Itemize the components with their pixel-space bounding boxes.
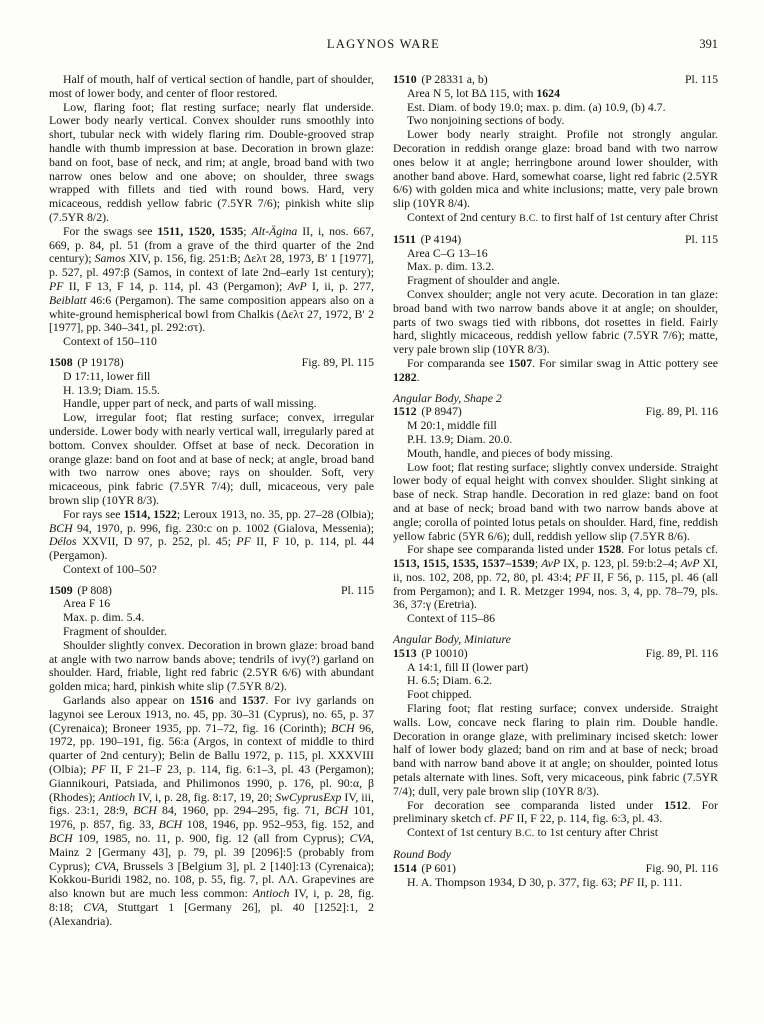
entry-id: [49, 356, 124, 370]
dimensions-line: H. 13.9; Diam. 15.5.: [63, 382, 160, 397]
entry-heading-1512: [393, 405, 718, 419]
context-note: Context of 115–86: [407, 611, 496, 626]
entry-number: 1514: [393, 860, 417, 875]
page-number: 391: [699, 37, 718, 51]
description-paragraph: Flaring foot; flat resting surface; convex underside. Straight walls. Low, concave neck flaring to plain rim. Double handle. Decoration in orange glaze, with preliminary incised sketch: lower half of lower body glazed; band on rim and at base of neck; broad band with narrow band above it at angle; on shoulder, pointed lotus petals alternate with lines. Soft, very micaceous, pink fabric (7.5YR 7/4); dull, very pale brown slip (10YR 8/3).: [393, 701, 718, 798]
condition-line: Two nonjoining sections of body.: [407, 113, 565, 128]
condition-line: Mouth, handle, and pieces of body missing.: [407, 445, 614, 460]
comparanda-paragraph: For decoration see comparanda listed under 1512. For preliminary sketch cf. PF II, F 22, p. 114, fig. 6:3, pl. 43.: [393, 797, 718, 826]
entry-figure-ref: Fig. 89, Pl. 116: [645, 645, 718, 660]
entry-inventory: (P 4194): [420, 231, 462, 246]
context-note: Context of 100–50?: [63, 561, 157, 576]
entry-id: [393, 647, 468, 661]
entry-heading-1514: [393, 862, 718, 876]
text-columns: [49, 73, 718, 929]
entry-figure-ref: Pl. 115: [341, 582, 374, 597]
entry-inventory: (P 19178): [77, 354, 124, 369]
context-note: Context of 2nd century B.C. to first half of 1st century after Christ: [407, 209, 718, 224]
entry-heading-1513: [393, 647, 718, 661]
reference-line: H. A. Thompson 1934, D 30, p. 377, fig. 63; PF II, p. 111.: [407, 874, 683, 889]
entry-number: 1509: [49, 582, 73, 597]
dimensions-line: Max. p. dim. 13.2.: [407, 259, 495, 274]
entry-id: [393, 862, 456, 876]
entry-figure-ref: Fig. 89, Pl. 116: [645, 404, 718, 419]
shape-subheading: Round Body: [393, 847, 451, 862]
entry-inventory: (P 28331 a, b): [421, 72, 488, 86]
findspot-line: A 14:1, fill II (lower part): [407, 659, 529, 674]
entry-figure-ref: Fig. 90, Pl. 116: [645, 860, 718, 875]
condition-line: Foot chipped.: [407, 687, 472, 702]
condition-line: Handle, upper part of neck, and parts of wall missing.: [63, 396, 317, 411]
dimensions-line: Max. p. dim. 5.4.: [63, 610, 145, 625]
entry-id: [393, 73, 488, 87]
entry-number: 1510: [393, 72, 417, 86]
dimensions-line: H. 6.5; Diam. 6.2.: [407, 673, 493, 688]
findspot-line: M 20:1, middle fill: [407, 418, 497, 433]
running-title: LAGYNOS WARE: [326, 37, 441, 51]
entry-figure-ref: Pl. 115: [685, 72, 718, 86]
condition-line: Fragment of shoulder.: [63, 624, 167, 639]
dimensions-line: P.H. 13.9; Diam. 20.0.: [407, 431, 513, 446]
description-paragraph: Lower body nearly straight. Profile not strongly angular. Decoration in reddish orange glaze: broad band with two narrow ones below it at angle; herringbone around lower shoulder, with another band above. Hard, somewhat coarse, light red fabric (2.5YR 6/6) with golden mica and white inclusions; matte, very pale brown slip (10YR 8/4).: [393, 127, 718, 211]
right-column: [393, 73, 718, 929]
description-paragraph: Low, irregular foot; flat resting surface; convex, irregular underside. Lower body with nearly vertical wall, irregularly pared at bottom. Convex shoulder. Offset at base of neck. Decoration in orange glaze: band on foot and at base of neck; at angle, broad band with two narrow ones above; rays on shoulder. Soft, very micaceous, pink fabric (7.5YR 7/4); dull, micaceous, very pale brown slip (10YR 8/3).: [49, 410, 374, 507]
comparanda-paragraph: For the swags see 1511, 1520, 1535; Alt-Ägina II, i, nos. 667, 669, p. 84, pl. 51 (from a grave of the third quarter of the 2nd century); Samos XIV, p. 156, fig. 251:B; Δελτ 28, 1973, Β′ 1 [1977], p. 527, pl. 497:β (Samos, in context of late 2nd–early 1st century); PF II, F 13, F 14, p. 114, pl. 43 (Pergamon); AvP I, ii, p. 277, Beiblatt 46:6 (Pergamon). The same composition appears also on a white-ground hemispherical bowl from Chalkis (Δελτ 27, 1972, Β′ 2 [1977], pp. 340–341, pl. 292:στ).: [49, 223, 375, 335]
entry-heading-1511: [393, 233, 718, 247]
page-header: [49, 38, 718, 53]
comparanda-paragraph: For rays see 1514, 1522; Leroux 1913, no. 35, pp. 27–28 (Olbia); BCH 94, 1970, p. 996, fig. 230:c on p. 1002 (Gialova, Messenia); Délos XXVII, D 97, p. 252, pl. 45; PF II, F 10, p. 114, pl. 44 (Pergamon).: [49, 506, 375, 563]
entry-heading-1509: [49, 584, 374, 598]
condition-line: Fragment of shoulder and angle.: [407, 273, 560, 288]
entry-heading-1510: [393, 73, 718, 87]
findspot-line: D 17:11, lower fill: [63, 368, 151, 383]
description-paragraph: Shoulder slightly convex. Decoration in brown glaze: broad band at angle with two narrow bands above; tendrils of ivy(?) garland on shoulder. Hard, friable, light red fabric (2.5YR 6/6) with abundant golden mica; hard, pinkish white slip (7.5YR 8/2).: [49, 637, 374, 694]
entry-inventory: (P 808): [77, 582, 112, 597]
condition-paragraph: Half of mouth, half of vertical section of handle, part of shoulder, most of lower body, and center of floor restored.: [49, 72, 374, 100]
description-paragraph: Low foot; flat resting surface; slightly convex underside. Straight lower body of equal height with convex shoulder. Slight sinking at base of neck. Strap handle. Decoration in red glaze: band on foot and at base of neck; broad band with two narrow bands above at angle; corolla of pointed lotus petals on shoulder. Hard, fine, reddish yellow fabric (5YR 6/6); dull, reddish yellow slip (7.5YR 8/6).: [393, 459, 718, 543]
entry-inventory: (P 601): [421, 860, 456, 875]
shape-subheading: Angular Body, Miniature: [393, 632, 511, 647]
context-note: Context of 150–110: [63, 334, 157, 349]
comparanda-paragraph: For comparanda see 1507. For similar swag in Attic pottery see 1282.: [393, 355, 718, 384]
comparanda-paragraph: For shape see comparanda listed under 1528. For lotus petals cf. 1513, 1515, 1535, 1537–1539; AvP IX, p. 123, pl. 59:b:2–4; AvP XI, ii, nos. 102, 208, pp. 72, 80, pl. 43:4; PF II, F 56, p. 115, pl. 46 (all from Pergamon); and I. R. Metzger 1994, nos. 3, 4, pp. 78–79, pls. 36, 37:γ (Eretria).: [393, 542, 719, 612]
entry-number: 1513: [393, 645, 417, 660]
comparanda-paragraph: Garlands also appear on 1516 and 1537. For ivy garlands on lagynoi see Leroux 1913, no. 45, pp. 30–31 (Cyprus), no. 65, p. 37 (Cyrenaica); Broneer 1935, pp. 71–72, fig. 16 (Corinth); BCH 96, 1972, pp. 190–191, fig. 56:a (Argos, in context of middle to third quarter of 2nd century); Belin de Ballu 1972, p. 115, pl. XXXVIII (Olbia); PF II, F 21–F 23, p. 114, fig. 6:1–3, pl. 43 (Pergamon); Giannikouri, Patsiada, and Philimonos 1990, p. 176, pl. 90:α, β (Rhodes); Antioch IV, i, p. 28, fig. 8:17, 19, 20; SwCyprusExp IV, iii, figs. 23:1, 28:9, BCH 84, 1960, pp. 294–295, fig. 71, BCH 101, 1976, p. 857, fig. 33, BCH 108, 1946, pp. 952–953, fig. 152, and BCH 109, 1985, no. 11, p. 900, fig. 12 (all from Cyprus); CVA, Mainz 2 [Germany 43], p. 79, pl. 39 [2096]:5 (probably from Cyprus); CVA, Brussels 3 [Belgium 3], pl. 2 [140]:13 (Cyrenaica); Kokkou-Buridi 1982, no. 108, p. 55, fig. 7, pl. ΛΛ. Grapevines are also known but are much less common: Antioch IV, i, p. 28, fig. 8:18; CVA, Stuttgart 1 [Germany 26], pl. 40 [1252]:1, 2 (Alexandria).: [49, 693, 375, 928]
dimensions-line: Est. Diam. of body 19.0; max. p. dim. (a) 10.9, (b) 4.7.: [407, 99, 666, 114]
entry-number: 1511: [393, 231, 416, 246]
entry-number: 1508: [49, 354, 73, 369]
entry-figure-ref: Pl. 115: [685, 231, 718, 246]
findspot-line: Area F 16: [63, 596, 111, 611]
entry-inventory: (P 10010): [421, 645, 468, 660]
entry-id: [393, 233, 461, 247]
entry-number: 1512: [393, 404, 417, 419]
entry-id: [49, 584, 112, 598]
context-note: Context of 1st century B.C. to 1st century after Christ: [407, 825, 659, 840]
entry-inventory: (P 8947): [421, 404, 462, 419]
entry-heading-1508: [49, 356, 374, 370]
entry-id: [393, 405, 462, 419]
findspot-line: Area C–G 13–16: [407, 245, 488, 260]
shape-subheading: Angular Body, Shape 2: [393, 390, 502, 405]
description-paragraph: Convex shoulder; angle not very acute. Decoration in tan glaze: broad band with two narrow bands above it at angle; on shoulder, parts of two swags tied with ribbons, dot rosettes in field. Fairly hard, slightly micaceous, reddish yellow fabric (7.5YR 7/6); matte, very pale brown slip (10YR 8/3).: [393, 286, 718, 357]
description-paragraph: Low, flaring foot; flat resting surface; nearly flat underside. Lower body nearly vertical. Convex shoulder runs smoothly into short, tubular neck with widely flaring rim. Double-grooved strap handle with thumb impression at base. Decoration in brown glaze: band on foot, base of neck, and rim; at angle, broad band with two narrow ones below and one above; on shoulder, three swags wrapped with fillets and tied with round bows. Hard, very micaceous, reddish yellow fabric (7.5YR 7/6); pinkish white slip (7.5YR 8/2).: [49, 99, 374, 224]
findspot-line: Area N 5, lot ΒΔ 115, with 1624: [407, 85, 560, 100]
entry-figure-ref: Fig. 89, Pl. 115: [301, 354, 374, 369]
left-column: [49, 73, 374, 929]
